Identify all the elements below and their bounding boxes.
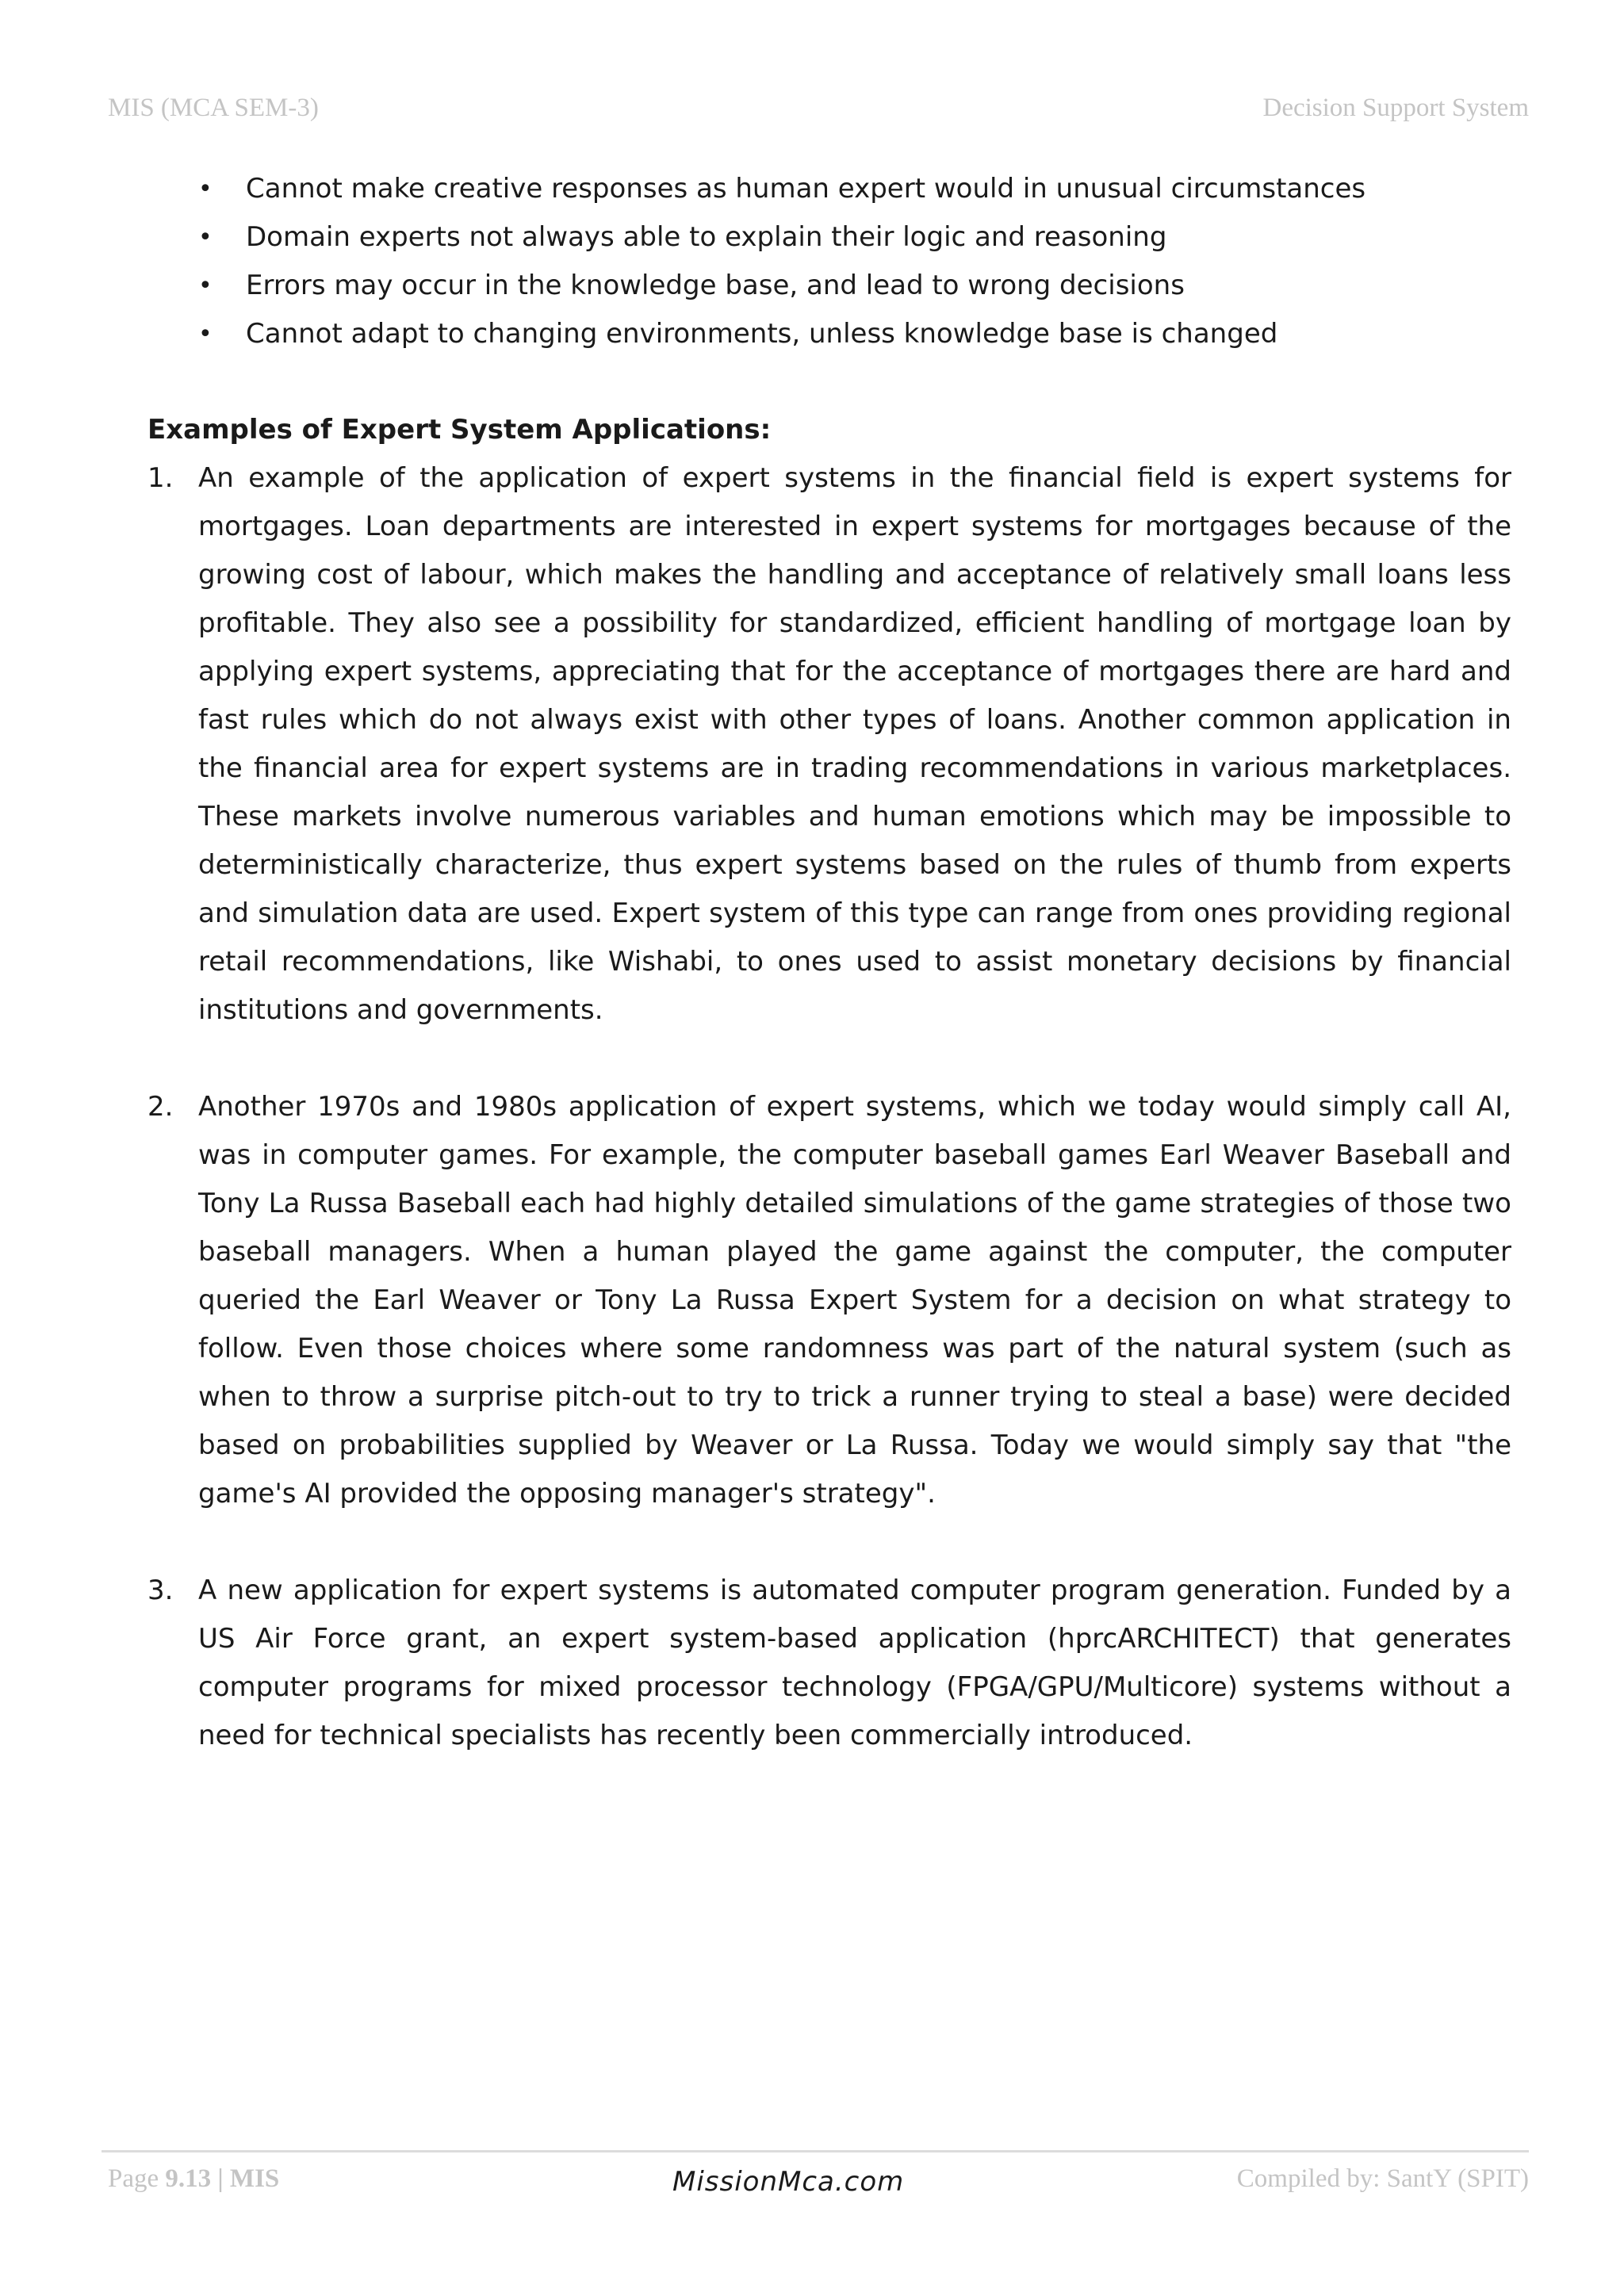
- list-item: • Cannot adapt to changing environments, unless knowledge base is changed: [246, 310, 1511, 358]
- bullet-icon: •: [198, 224, 213, 251]
- example-number: 2.: [147, 1091, 174, 1123]
- header-course: MIS (MCA SEM-3): [108, 94, 319, 122]
- bullet-icon: •: [198, 320, 213, 348]
- header-chapter: Decision Support System: [1262, 94, 1529, 122]
- page-number: Page 9.13 | MIS: [108, 2164, 280, 2193]
- example-text: Another 1970s and 1980s application of expert systems, which we today would simply call AI, was in computer games. For example, the computer baseball games Earl Weaver Baseball and Tony La Russa Baseball each had highly detailed simulations of the game strategies of those two baseball managers. When a human played the game against the computer, the computer queried the Earl Weaver or Tony La Russa Expert System for a decision on what strategy to follow. Even those choices where some randomness was part of the natural system (such as when to throw a surprise pitch-out to try to trick a runner trying to steal a base) were decided based on probabilities supplied by Weaver or La Russa. Today we would simply say that "the game's AI provided the opposing manager's strategy".: [198, 1091, 1511, 1510]
- list-item: • Cannot make creative responses as human expert would in unusual circumstances: [246, 165, 1511, 213]
- example-number: 1.: [147, 462, 174, 494]
- section-heading: Examples of Expert System Applications:: [147, 414, 772, 446]
- list-item: • Domain experts not always able to explain their logic and reasoning: [246, 213, 1511, 262]
- limitations-list: [147, 165, 1511, 358]
- example-item: [147, 1083, 1511, 1518]
- site-logo: MissionMca.com: [672, 2166, 905, 2198]
- example-text: A new application for expert systems is automated computer program generation. Funded by a US Air Force grant, an expert system-based application (hprcARCHITECT) that generates computer programs for mixed processor technology (FPGA/GPU/Multicore) systems without a need for technical specialists has recently been commercially introduced.: [198, 1575, 1511, 1751]
- footer-author: Compiled by: SantY (SPIT): [1236, 2164, 1529, 2193]
- page-content: [147, 165, 1511, 1808]
- footer-divider: [102, 2150, 1529, 2152]
- list-item: • Errors may occur in the knowledge base, and lead to wrong decisions: [246, 262, 1511, 310]
- example-text: An example of the application of expert systems in the financial field is expert systems for mortgages. Loan departments are interested in expert systems for mortgages because of the growing cost of labour, which makes the handling and acceptance of relatively small loans less profitable. They also see a possibility for standardized, efficient handling of mortgage loan by applying expert systems, appreciating that for the acceptance of mortgages there are hard and fast rules which do not always exist with other types of loans. Another common application in the financial area for expert systems are in trading recommendations in various marketplaces. These markets involve numerous variables and human emotions which may be impossible to deterministically characterize, thus expert systems based on the rules of thumb from experts and simulation data are used. Expert system of this type can range from ones providing regional retail recommendations, like Wishabi, to ones used to assist monetary decisions by financial institutions and governments.: [198, 462, 1511, 1026]
- example-item: [147, 454, 1511, 1035]
- examples-list: [147, 454, 1511, 1760]
- example-item: [147, 1567, 1511, 1760]
- page-header: [108, 94, 1529, 130]
- bullet-icon: •: [198, 272, 213, 300]
- bullet-icon: •: [198, 175, 213, 203]
- example-number: 3.: [147, 1575, 174, 1606]
